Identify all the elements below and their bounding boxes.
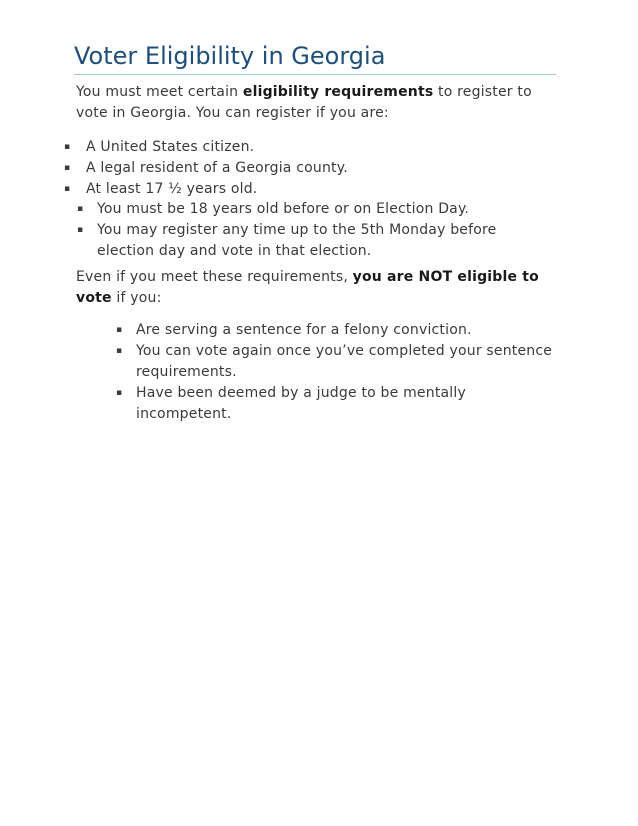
intro-text-before: You must meet certain [76, 84, 243, 100]
square-bullet-icon: ▪ [64, 184, 71, 194]
age-notes-list [77, 199, 557, 262]
square-bullet-icon: ▪ [116, 325, 123, 335]
list-item [116, 341, 556, 383]
list-item [64, 158, 556, 179]
list-item-text: You must be 18 years old before or on Election Day. [97, 201, 470, 217]
intro-paragraph [76, 82, 556, 124]
square-bullet-icon: ▪ [77, 204, 84, 214]
ineligible-text-before: Even if you meet these requirements, [76, 269, 353, 285]
square-bullet-icon: ▪ [116, 388, 123, 398]
square-bullet-icon: ▪ [116, 346, 123, 356]
list-item-text: You can vote again once you’ve completed your sentence requirements. [136, 343, 553, 380]
ineligible-text-after: if you: [111, 290, 162, 306]
list-item-text: Are serving a sentence for a felony conviction. [136, 322, 472, 338]
title-underline-divider [74, 74, 556, 75]
list-item-text: Have been deemed by a judge to be mentally incompetent. [136, 385, 466, 422]
list-item-text: A legal resident of a Georgia county. [86, 160, 348, 176]
list-item-text: A United States citizen. [86, 139, 255, 155]
list-item [77, 199, 557, 220]
square-bullet-icon: ▪ [64, 142, 71, 152]
list-item [116, 383, 556, 425]
ineligible-list [116, 320, 556, 425]
intro-text-after: to register to vote in Georgia. You can register if you are: [76, 84, 532, 121]
square-bullet-icon: ▪ [64, 163, 71, 173]
list-item-text: At least 17 ½ years old. [86, 181, 258, 197]
list-item-text: You may register any time up to the 5th Monday before election day and vote in that election. [97, 222, 497, 259]
ineligible-paragraph [76, 267, 556, 309]
requirements-list [64, 137, 556, 200]
list-item [64, 137, 556, 158]
eligibility-requirements-emphasis: eligibility requirements [242, 84, 434, 100]
list-item [64, 179, 556, 200]
list-item [116, 320, 556, 341]
square-bullet-icon: ▪ [77, 225, 84, 235]
page-title: Voter Eligibility in Georgia [74, 42, 386, 70]
list-item [77, 220, 557, 262]
not-eligible-emphasis: you are NOT eligible to vote [76, 269, 540, 306]
